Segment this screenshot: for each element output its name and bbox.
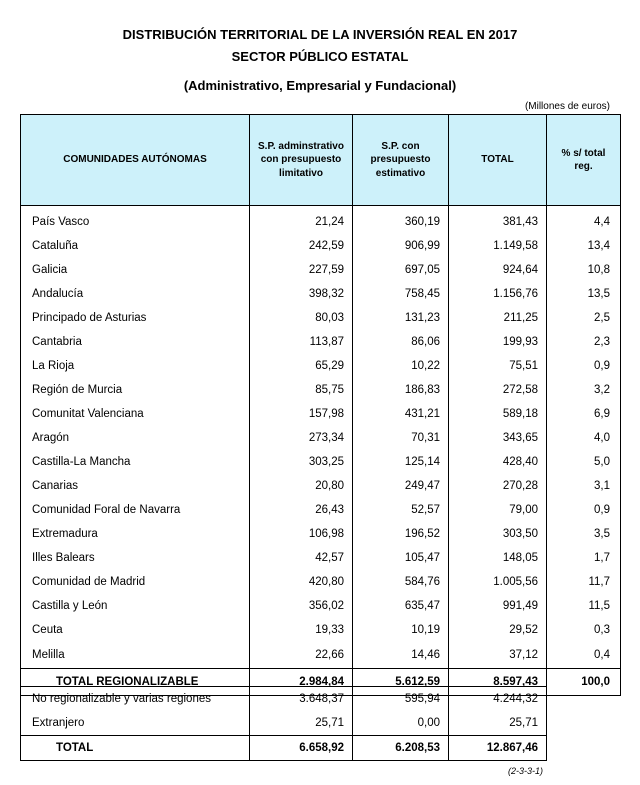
- grand-total-admin: 6.658,92: [250, 736, 353, 761]
- table-row: [21, 402, 621, 426]
- region-name: Comunitat Valenciana: [21, 402, 250, 426]
- table-row: [21, 354, 621, 378]
- table-row: [21, 546, 621, 570]
- total-percent-value: 100,0: [547, 669, 621, 696]
- region-name: Región de Murcia: [21, 378, 250, 402]
- table-row: [21, 687, 547, 712]
- region-name: La Rioja: [21, 354, 250, 378]
- non-regional-table: [20, 686, 547, 761]
- total-value: 924,64: [449, 258, 547, 282]
- region-name: Comunidad de Madrid: [21, 570, 250, 594]
- admin-value: 303,25: [250, 450, 353, 474]
- percent-value: 0,3: [547, 618, 621, 642]
- estim-value: 360,19: [353, 210, 449, 234]
- percent-value: 3,2: [547, 378, 621, 402]
- total-value: 991,49: [449, 594, 547, 618]
- table-row: [21, 450, 621, 474]
- estim-value: 595,94: [353, 687, 449, 712]
- grand-total-total: 12.867,46: [449, 736, 547, 761]
- admin-value: 227,59: [250, 258, 353, 282]
- extra-row-name: No regionalizable y varias regiones: [21, 687, 250, 712]
- non-regional-body: [21, 687, 547, 761]
- region-name: Galicia: [21, 258, 250, 282]
- estim-value: 14,46: [353, 642, 449, 669]
- region-name: Cantabria: [21, 330, 250, 354]
- estim-value: 186,83: [353, 378, 449, 402]
- region-name: Cataluña: [21, 234, 250, 258]
- total-value: 381,43: [449, 210, 547, 234]
- table-row: [21, 474, 621, 498]
- table-row: [21, 330, 621, 354]
- estim-value: 249,47: [353, 474, 449, 498]
- admin-value: 20,80: [250, 474, 353, 498]
- table-row: [21, 642, 621, 669]
- percent-value: 2,5: [547, 306, 621, 330]
- table-row: [21, 282, 621, 306]
- region-name: Aragón: [21, 426, 250, 450]
- percent-value: 11,5: [547, 594, 621, 618]
- estim-value: 0,00: [353, 711, 449, 736]
- regional-investment-table: [20, 114, 621, 696]
- estim-value: 584,76: [353, 570, 449, 594]
- total-value: 428,40: [449, 450, 547, 474]
- grand-total-row: [21, 736, 547, 761]
- total-value: 75,51: [449, 354, 547, 378]
- table-reference: (2-3-3-1): [508, 766, 544, 776]
- table-row: [21, 498, 621, 522]
- percent-value: 1,7: [547, 546, 621, 570]
- estim-value: 906,99: [353, 234, 449, 258]
- percent-value: 0,4: [547, 642, 621, 669]
- total-value: 199,93: [449, 330, 547, 354]
- grand-total-estim: 6.208,53: [353, 736, 449, 761]
- table-header-row: [21, 115, 621, 206]
- admin-value: 106,98: [250, 522, 353, 546]
- admin-value: 3.648,37: [250, 687, 353, 712]
- region-name: Canarias: [21, 474, 250, 498]
- estim-value: 635,47: [353, 594, 449, 618]
- region-name: Illes Balears: [21, 546, 250, 570]
- total-value: 1.156,76: [449, 282, 547, 306]
- estim-value: 131,23: [353, 306, 449, 330]
- region-name: Extremadura: [21, 522, 250, 546]
- total-value: 1.005,56: [449, 570, 547, 594]
- admin-value: 65,29: [250, 354, 353, 378]
- region-name: Principado de Asturias: [21, 306, 250, 330]
- percent-value: 11,7: [547, 570, 621, 594]
- header-percent: % s/ total reg.: [547, 115, 621, 206]
- region-name: Andalucía: [21, 282, 250, 306]
- estim-value: 52,57: [353, 498, 449, 522]
- total-total-value: 8.597,43: [449, 669, 547, 696]
- total-value: 4.244,32: [449, 687, 547, 712]
- percent-value: 10,8: [547, 258, 621, 282]
- table-row: [21, 570, 621, 594]
- percent-value: 3,5: [547, 522, 621, 546]
- header-sp-administrativo: S.P. adminstrativo con presupuesto limitativo: [250, 115, 353, 206]
- percent-value: 6,9: [547, 402, 621, 426]
- total-value: 343,65: [449, 426, 547, 450]
- total-value: 303,50: [449, 522, 547, 546]
- total-value: 148,05: [449, 546, 547, 570]
- region-name: Melilla: [21, 642, 250, 669]
- total-estim-value: 5.612,59: [353, 669, 449, 696]
- admin-value: 242,59: [250, 234, 353, 258]
- total-value: 270,28: [449, 474, 547, 498]
- region-name: Castilla-La Mancha: [21, 450, 250, 474]
- admin-value: 273,34: [250, 426, 353, 450]
- estim-value: 10,19: [353, 618, 449, 642]
- region-name: Ceuta: [21, 618, 250, 642]
- admin-value: 398,32: [250, 282, 353, 306]
- table-row: [21, 258, 621, 282]
- estim-value: 758,45: [353, 282, 449, 306]
- grand-total-label: TOTAL: [21, 736, 250, 761]
- total-value: 589,18: [449, 402, 547, 426]
- admin-value: 113,87: [250, 330, 353, 354]
- header-sp-estimativo: S.P. con presupuesto estimativo: [353, 115, 449, 206]
- table-row: [21, 426, 621, 450]
- header-comunidades: COMUNIDADES AUTÓNOMAS: [21, 115, 250, 206]
- estim-value: 196,52: [353, 522, 449, 546]
- region-name: Comunidad Foral de Navarra: [21, 498, 250, 522]
- region-name: Castilla y León: [21, 594, 250, 618]
- admin-value: 420,80: [250, 570, 353, 594]
- units-note: (Millones de euros): [524, 101, 610, 112]
- extra-row-name: Extranjero: [21, 711, 250, 736]
- percent-value: 3,1: [547, 474, 621, 498]
- total-value: 1.149,58: [449, 234, 547, 258]
- table-row: [21, 711, 547, 736]
- title-subtitle: (Administrativo, Empresarial y Fundacional): [183, 78, 457, 93]
- admin-value: 25,71: [250, 711, 353, 736]
- title-sector: SECTOR PÚBLICO ESTATAL: [231, 49, 409, 64]
- table-row: [21, 378, 621, 402]
- admin-value: 22,66: [250, 642, 353, 669]
- total-admin-value: 2.984,84: [250, 669, 353, 696]
- total-value: 29,52: [449, 618, 547, 642]
- admin-value: 42,57: [250, 546, 353, 570]
- table-row: [21, 210, 621, 234]
- admin-value: 19,33: [250, 618, 353, 642]
- header-total: TOTAL: [449, 115, 547, 206]
- admin-value: 85,75: [250, 378, 353, 402]
- admin-value: 356,02: [250, 594, 353, 618]
- percent-value: 2,3: [547, 330, 621, 354]
- estim-value: 10,22: [353, 354, 449, 378]
- admin-value: 21,24: [250, 210, 353, 234]
- total-regionalizable-label: TOTAL REGIONALIZABLE: [21, 669, 250, 696]
- admin-value: 80,03: [250, 306, 353, 330]
- admin-value: 26,43: [250, 498, 353, 522]
- estim-value: 431,21: [353, 402, 449, 426]
- percent-value: 0,9: [547, 354, 621, 378]
- table-body: [21, 206, 621, 696]
- total-value: 79,00: [449, 498, 547, 522]
- percent-value: 4,0: [547, 426, 621, 450]
- title-main: DISTRIBUCIÓN TERRITORIAL DE LA INVERSIÓN REAL EN 2017: [122, 27, 518, 42]
- total-value: 25,71: [449, 711, 547, 736]
- total-value: 272,58: [449, 378, 547, 402]
- total-value: 37,12: [449, 642, 547, 669]
- table-row: [21, 594, 621, 618]
- region-name: País Vasco: [21, 210, 250, 234]
- percent-value: 13,5: [547, 282, 621, 306]
- estim-value: 86,06: [353, 330, 449, 354]
- percent-value: 4,4: [547, 210, 621, 234]
- table-row: [21, 522, 621, 546]
- table-row: [21, 306, 621, 330]
- percent-value: 13,4: [547, 234, 621, 258]
- table-row: [21, 618, 621, 642]
- table-row: [21, 234, 621, 258]
- percent-value: 5,0: [547, 450, 621, 474]
- admin-value: 157,98: [250, 402, 353, 426]
- estim-value: 125,14: [353, 450, 449, 474]
- total-value: 211,25: [449, 306, 547, 330]
- percent-value: 0,9: [547, 498, 621, 522]
- estim-value: 70,31: [353, 426, 449, 450]
- estim-value: 697,05: [353, 258, 449, 282]
- estim-value: 105,47: [353, 546, 449, 570]
